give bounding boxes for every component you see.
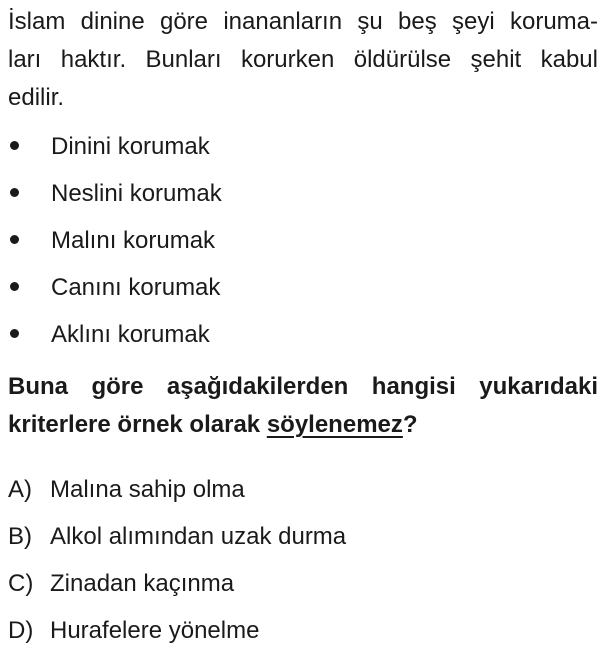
criteria-item xyxy=(8,123,598,170)
bullet-dot-icon xyxy=(10,188,19,197)
criteria-list xyxy=(8,123,598,358)
criteria-item xyxy=(8,311,598,358)
option-letter: A) xyxy=(8,476,32,503)
bullet-dot-icon xyxy=(10,329,19,338)
bullet-dot-icon xyxy=(10,235,19,244)
option-text: Malına sahip olma xyxy=(50,476,245,503)
option-letter: D) xyxy=(8,617,34,644)
option-text: Hurafelere yönelme xyxy=(50,617,260,644)
criteria-item xyxy=(8,170,598,217)
option-text: Zinadan kaçınma xyxy=(50,570,235,597)
intro-line: İslam dinine göre inananların şu beş şeyi koruma- xyxy=(8,8,598,35)
criteria-text: Canını korumak xyxy=(51,274,221,301)
bullet-dot-icon xyxy=(10,282,19,291)
criteria-text: Dinini korumak xyxy=(51,133,210,160)
question-card xyxy=(8,0,598,654)
answer-options xyxy=(8,466,598,654)
option-c[interactable] xyxy=(8,560,598,607)
criteria-text: Aklını korumak xyxy=(51,321,210,348)
question-mark: ? xyxy=(402,411,418,438)
criteria-item xyxy=(8,264,598,311)
criteria-item xyxy=(8,217,598,264)
bullet-dot-icon xyxy=(10,141,19,150)
option-a[interactable] xyxy=(8,466,598,513)
question-text: kriterlere örnek olarak xyxy=(8,411,267,438)
option-text: Alkol alımından uzak durma xyxy=(50,523,347,550)
option-b[interactable] xyxy=(8,513,598,560)
question-stem xyxy=(8,368,598,444)
question-line: Buna göre aşağıdakilerden hangisi yukarıdaki xyxy=(8,373,598,400)
intro-line: edilir. xyxy=(8,84,65,111)
option-letter: C) xyxy=(8,570,34,597)
question-line xyxy=(8,406,598,444)
intro-line: ları haktır. Bunları korurken öldürülse şehit kabul xyxy=(8,46,598,73)
negation-keyword: söylenemez xyxy=(266,411,403,438)
option-letter: B) xyxy=(8,523,32,550)
option-d[interactable] xyxy=(8,607,598,654)
intro-paragraph xyxy=(8,0,598,117)
criteria-text: Malını korumak xyxy=(51,227,216,254)
criteria-text: Neslini korumak xyxy=(51,180,222,207)
